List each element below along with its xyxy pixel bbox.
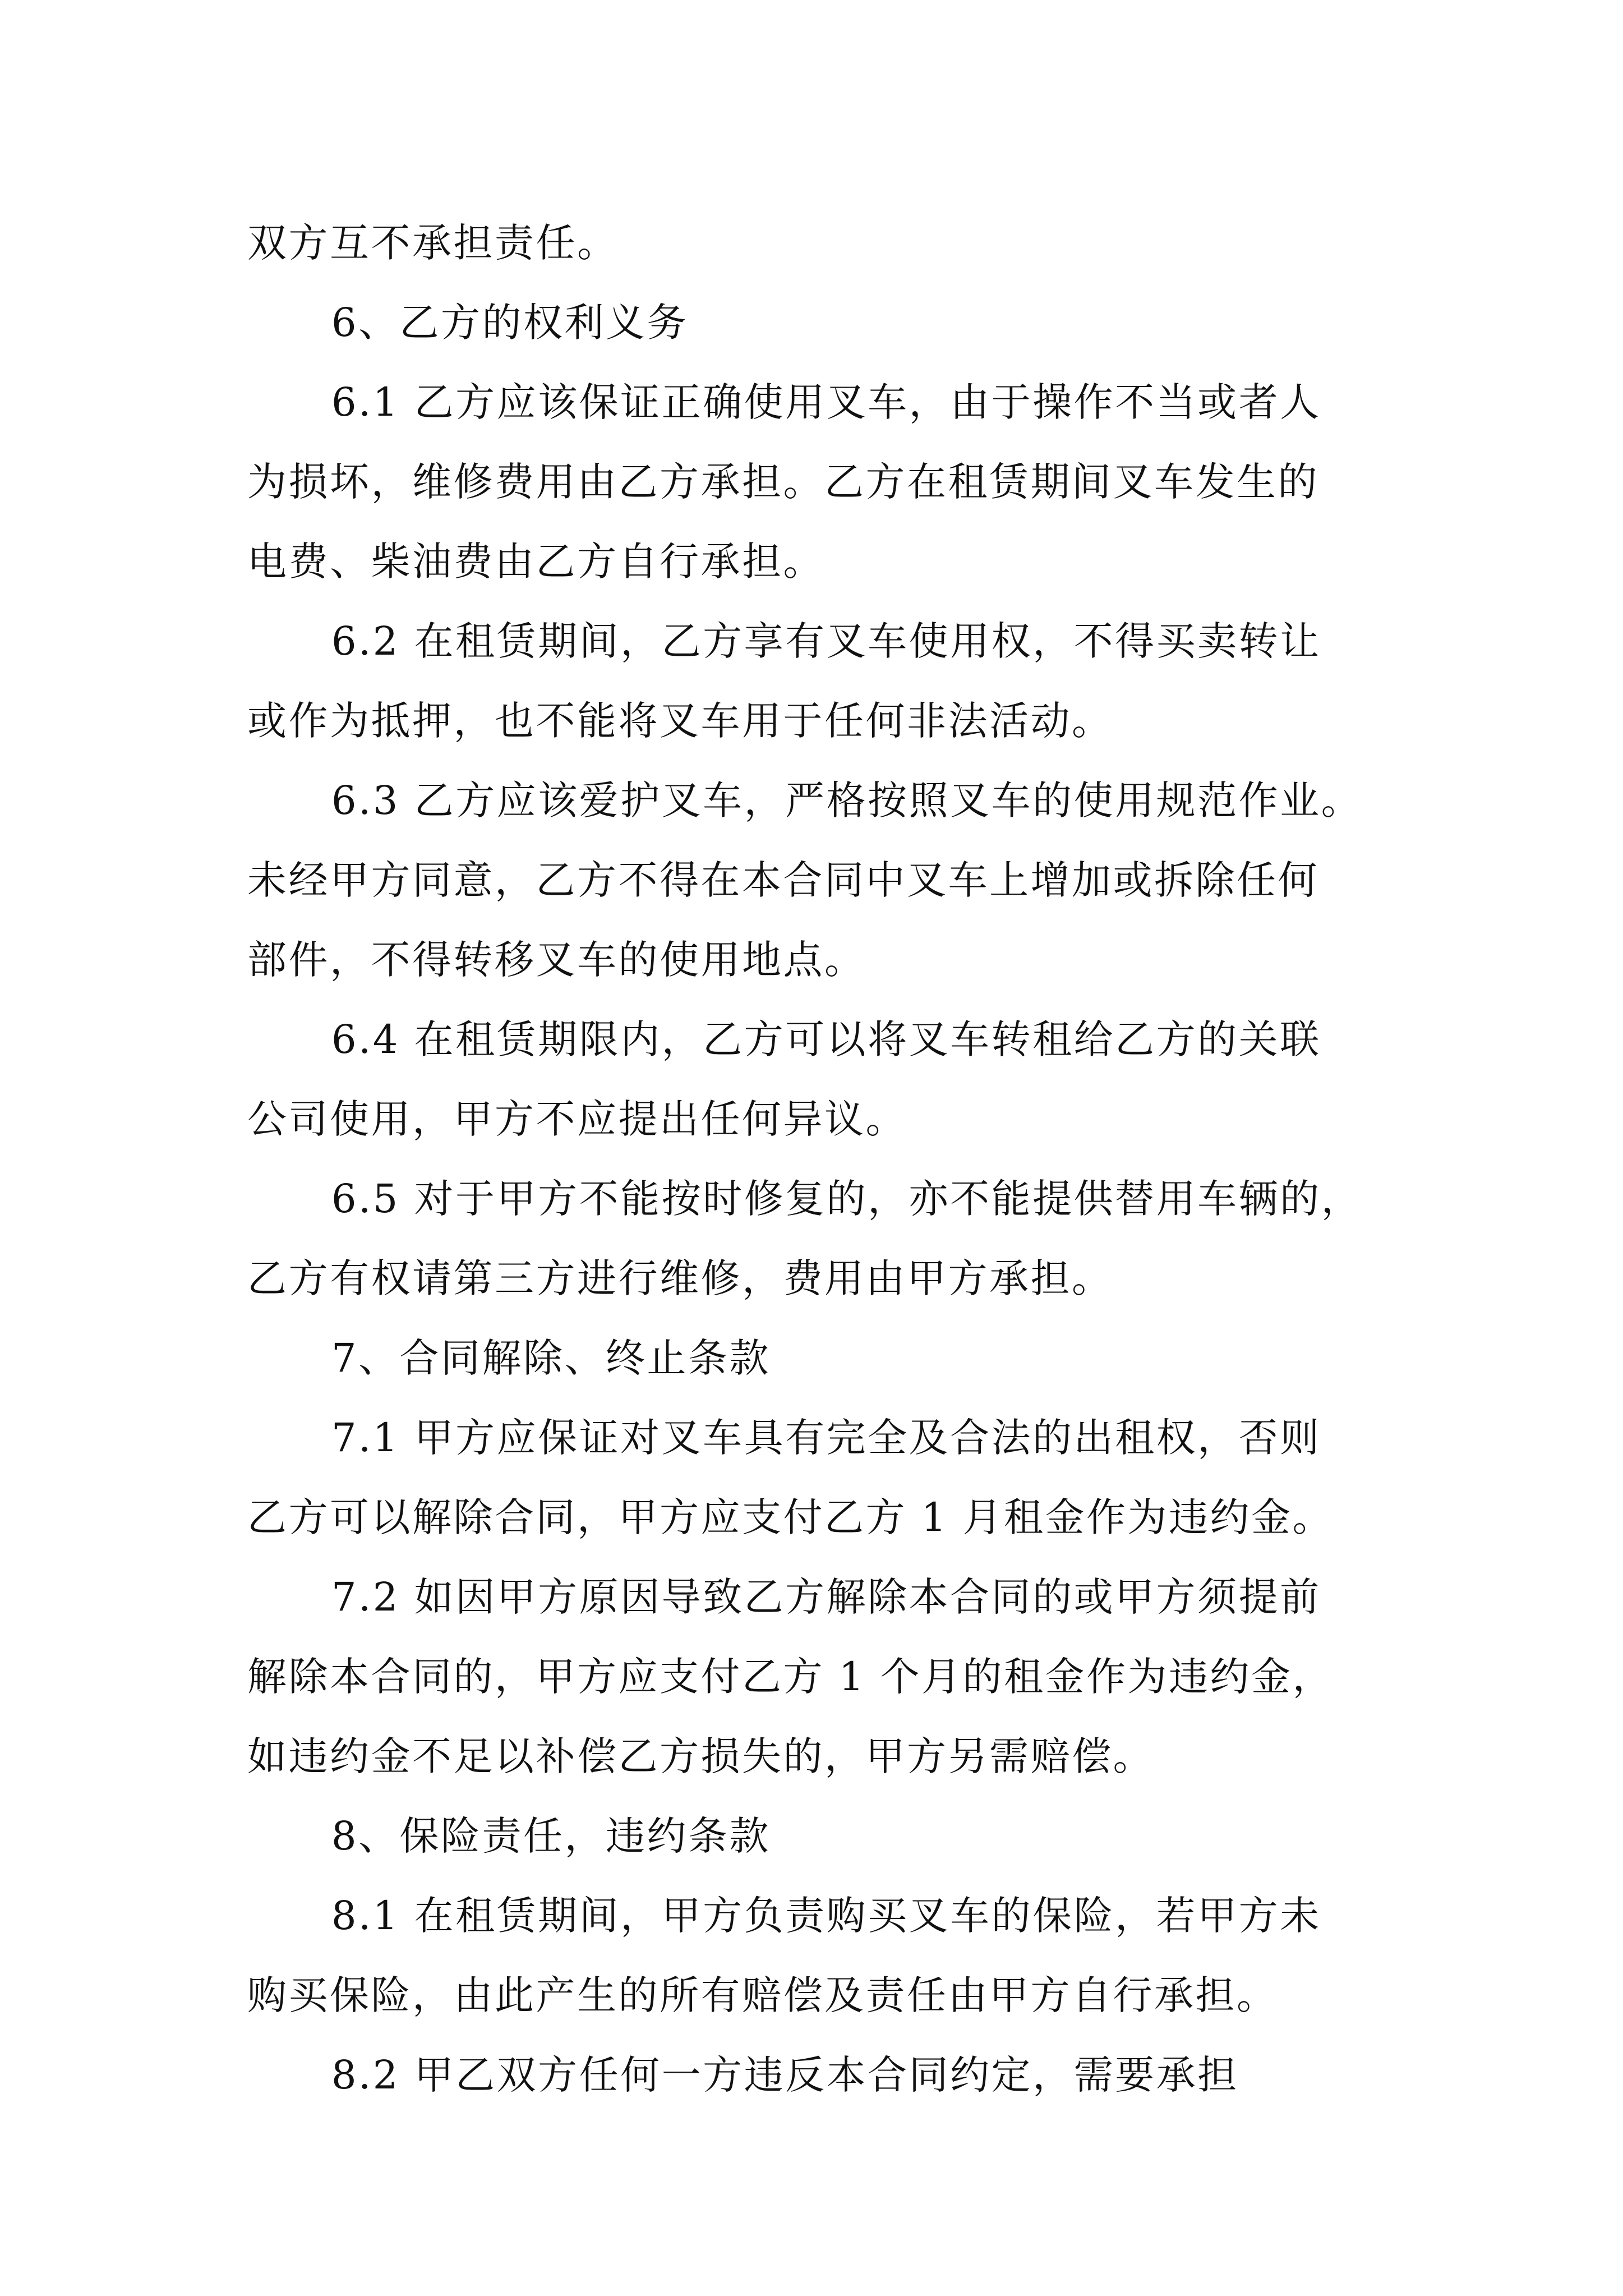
clause-6-2: 6.2 在租赁期间，乙方享有叉车使用权，不得买卖转让 [331, 618, 1321, 664]
clause-8-2: 8.2 甲乙双方任何一方违反本合同约定，需要承担 [331, 2052, 1239, 2098]
clause-7-2: 7.2 如因甲方原因导致乙方解除本合同的或甲方须提前 [331, 1574, 1321, 1620]
text-line: 双方互不承担责任。 [247, 220, 619, 266]
text-line: 如违约金不足以补偿乙方损失的，甲方另需赔偿。 [247, 1733, 1154, 1779]
clause-7-1: 7.1 甲方应保证对叉车具有完全及合法的出租权，否则 [331, 1415, 1321, 1461]
section-heading-7: 7、合同解除、终止条款 [331, 1335, 771, 1381]
text-line: 乙方可以解除合同，甲方应支付乙方 1 月租金作为违约金。 [247, 1494, 1334, 1540]
text-line: 部件，不得转移叉车的使用地点。 [247, 937, 866, 983]
document-body [247, 203, 1375, 2115]
clause-6-4: 6.4 在租赁期限内，乙方可以将叉车转租给乙方的关联 [331, 1016, 1321, 1062]
text-line: 乙方有权请第三方进行维修，费用由甲方承担。 [247, 1255, 1113, 1301]
text-line: 电费、柴油费由乙方自行承担。 [247, 539, 824, 585]
text-line: 为损坏，维修费用由乙方承担。乙方在租赁期间叉车发生的 [247, 459, 1319, 505]
clause-6-3: 6.3 乙方应该爱护叉车，严格按照叉车的使用规范作业。 [331, 777, 1363, 823]
text-line: 解除本合同的，甲方应支付乙方 1 个月的租金作为违约金， [247, 1654, 1334, 1700]
clause-6-1: 6.1 乙方应该保证正确使用叉车，由于操作不当或者人 [331, 379, 1321, 425]
text-line: 未经甲方同意，乙方不得在本合同中叉车上增加或拆除任何 [247, 857, 1319, 903]
text-line: 购买保险，由此产生的所有赔偿及责任由甲方自行承担。 [247, 1972, 1278, 2018]
text-line: 公司使用，甲方不应提出任何异议。 [247, 1096, 907, 1142]
clause-8-1: 8.1 在租赁期间，甲方负责购买叉车的保险，若甲方未 [331, 1893, 1321, 1939]
section-heading-6: 6、乙方的权利义务 [331, 300, 689, 346]
section-heading-8: 8、保险责任，违约条款 [331, 1813, 771, 1859]
clause-6-5: 6.5 对于甲方不能按时修复的，亦不能提供替用车辆的， [331, 1176, 1363, 1222]
text-line: 或作为抵押，也不能将叉车用于任何非法活动。 [247, 698, 1113, 744]
